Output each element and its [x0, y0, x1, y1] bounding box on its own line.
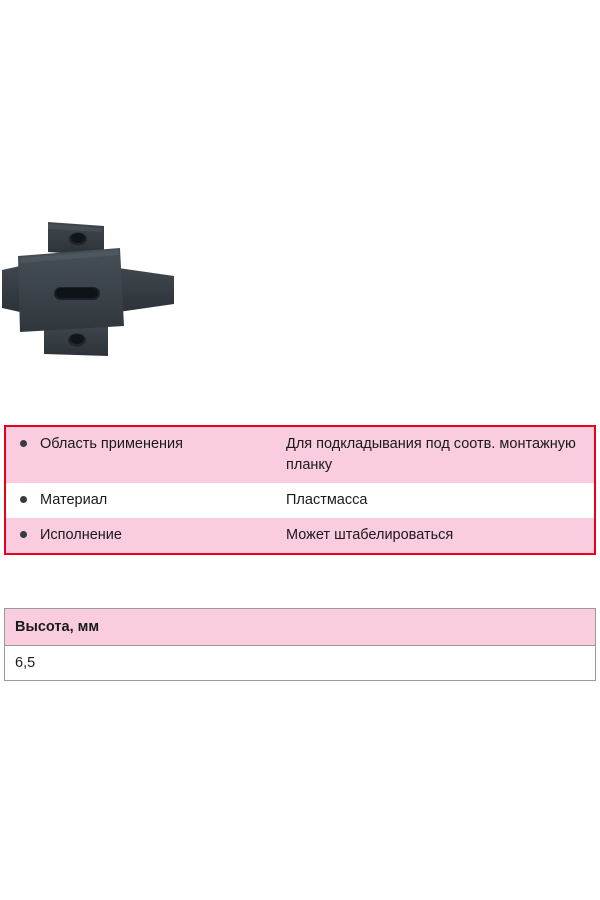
- product-image: [0, 208, 200, 368]
- dimension-value: 6,5: [5, 646, 595, 681]
- table-row: [5, 646, 595, 681]
- spec-label: Материал: [40, 483, 286, 518]
- spec-label: Исполнение: [40, 518, 286, 553]
- spec-label: Область применения: [40, 427, 286, 483]
- table-header-row: [5, 609, 595, 646]
- dimensions-table: [4, 608, 596, 681]
- dimension-header: Высота, мм: [5, 609, 595, 646]
- table-row: [6, 483, 594, 518]
- bullet-icon: [6, 483, 40, 518]
- table-row: [6, 427, 594, 483]
- table-row: [6, 518, 594, 553]
- spec-value: Для подкладывания под соотв. монтажную планку: [286, 427, 594, 483]
- spec-value: Пластмасса: [286, 483, 594, 518]
- spec-value: Может штабелироваться: [286, 518, 594, 553]
- bullet-icon: [6, 427, 40, 483]
- bullet-icon: [6, 518, 40, 553]
- specifications-table: [4, 425, 596, 555]
- cross-spacer-plate-icon: [0, 208, 200, 368]
